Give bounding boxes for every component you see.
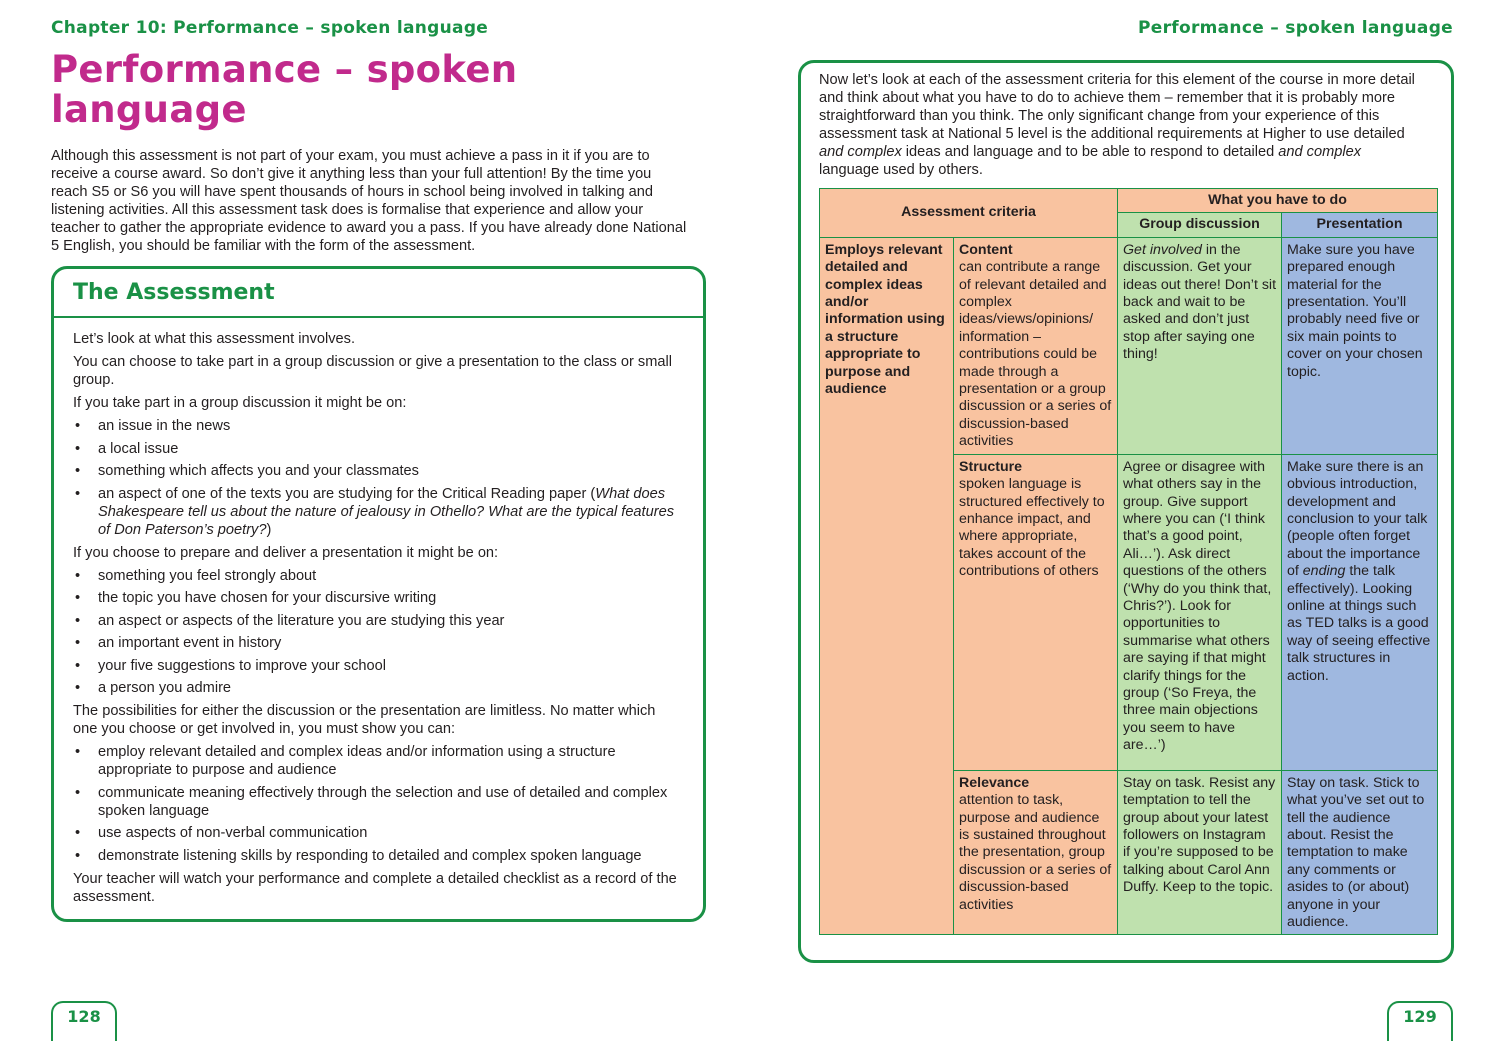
list-item: • something which affects you and your classmates bbox=[73, 462, 683, 480]
page-title: Performance – spoken language bbox=[51, 48, 518, 131]
criteria-box bbox=[798, 60, 1454, 963]
list-item: • your five suggestions to improve your school bbox=[73, 657, 683, 675]
subcriterion-title: Structure bbox=[959, 458, 1023, 475]
list-item: • communicate meaning effectively through the selection and use of detailed and complex spoken language bbox=[73, 784, 683, 820]
table-row bbox=[820, 237, 1438, 454]
presentation-cell: Make sure you have prepared enough material for the presentation. You’ll probably need five or six main points to cover on your chosen topic. bbox=[1282, 237, 1438, 454]
list-item: • use aspects of non-verbal communication bbox=[73, 824, 683, 842]
paragraph: Your teacher will watch your performance and complete a detailed checklist as a record of the assessment. bbox=[73, 870, 677, 905]
discussion-topics-list bbox=[73, 417, 683, 539]
list-item-text: ) bbox=[266, 521, 272, 538]
page-number: 128 bbox=[51, 1001, 117, 1041]
page-number: 129 bbox=[1387, 1001, 1453, 1041]
paragraph: If you take part in a group discussion it might be on: bbox=[73, 395, 407, 411]
intro-paragraph: Although this assessment is not part of your exam, you must achieve a pass in it if you are to receive a course award. So don’t give it anything less than your full attention! By the time you reach S5 or S6 you will have spent thousands of hours in school being involved in talking and listening activities. All this assessment task does is formalise that experience and allow your teacher to gather the appropriate evidence to award you a pass. If you have already done National 5 English, you should be familiar with the form of the assessment. bbox=[51, 148, 687, 254]
assessment-box bbox=[51, 266, 706, 922]
running-head: Chapter 10: Performance – spoken language bbox=[51, 18, 489, 38]
paragraph: If you choose to prepare and deliver a presentation it might be on: bbox=[73, 544, 499, 561]
header-what-you-have-to-do: What you have to do bbox=[1118, 189, 1438, 213]
right-page bbox=[750, 0, 1500, 1041]
cell-text: Make sure there is an obvious introduction, development and conclusion to your talk (people often forget about the importance of bbox=[1287, 458, 1428, 580]
cell-text: the talk effectively). Looking online at things such as TED talks is a good way of seeing effective talk structures in action. bbox=[1287, 563, 1431, 684]
italic-text: and complex bbox=[819, 144, 902, 160]
list-item-text: an aspect of one of the texts you are studying for the Critical Reading paper ( bbox=[98, 485, 596, 502]
list-item: • a person you admire bbox=[73, 679, 683, 697]
header-group-discussion: Group discussion bbox=[1118, 213, 1282, 237]
group-discussion-cell: Stay on task. Resist any temptation to tell the group about your latest followers on Instagram if you’re supposed to be talking about Carol Ann Duffy. Keep to the topic. bbox=[1118, 770, 1282, 935]
list-item: • an aspect or aspects of the literature you are studying this year bbox=[73, 612, 683, 630]
group-discussion-cell bbox=[1118, 237, 1282, 454]
text: ideas and language and to be able to respond to detailed bbox=[901, 144, 1279, 160]
italic-text: Get involved bbox=[1123, 241, 1202, 258]
subcriterion-text: attention to task, purpose and audience is sustained throughout the presentation, group discussion or a series of discussion-based activities bbox=[959, 792, 1112, 913]
group-discussion-cell: Agree or disagree with what others say in the group. Give support where you can (‘I think that’s a good point, Ali…’). Ask direct questions of the others (‘Why do you think that, Chris?’). Look for opportunities to summarise what others are saying if that might clarify things for the group (‘So Freya, the three main objections you seem to have are…’) bbox=[1118, 454, 1282, 770]
presentation-topics-list bbox=[73, 567, 683, 698]
box-heading: The Assessment bbox=[54, 269, 703, 318]
italic-text: ending bbox=[1302, 563, 1346, 580]
list-item: • an important event in history bbox=[73, 634, 683, 652]
subcriterion-text: can contribute a range of relevant detailed and complex ideas/views/opinions/ information – contributions could be made through a presentation or a group discussion or a series of discussion-based activities bbox=[959, 259, 1112, 450]
criteria-table bbox=[819, 188, 1438, 935]
list-item: • the topic you have chosen for your discursive writing bbox=[73, 589, 683, 607]
subcriterion-cell bbox=[954, 770, 1118, 935]
subcriterion-cell bbox=[954, 237, 1118, 454]
subcriterion-text: spoken language is structured effectively to enhance impact, and where appropriate, takes account of the contributions of others bbox=[959, 476, 1105, 580]
subcriterion-title: Content bbox=[959, 241, 1013, 258]
presentation-cell bbox=[1282, 454, 1438, 770]
cell-text: in the discussion. Get your ideas out there! Don’t sit back and wait to be asked and don’t just stop after saying one thing! bbox=[1123, 241, 1277, 363]
paragraph: You can choose to take part in a group discussion or give a presentation to the class or small group. bbox=[73, 354, 672, 388]
text: language used by others. bbox=[819, 162, 983, 178]
header-presentation: Presentation bbox=[1282, 213, 1438, 237]
main-criterion-text: Employs relevant detailed and complex ideas and/or information using a structure appropriate to purpose and audience bbox=[825, 241, 945, 398]
box-body bbox=[54, 318, 703, 906]
list-item bbox=[73, 485, 683, 539]
subcriterion-cell bbox=[954, 454, 1118, 770]
skills-list bbox=[73, 743, 683, 865]
main-criterion-cell bbox=[820, 237, 954, 935]
presentation-cell: Stay on task. Stick to what you’ve set out to tell the audience about. Resist the temptation to make any comments or asides to (or about) anyone in your audience. bbox=[1282, 770, 1438, 935]
list-item: • an issue in the news bbox=[73, 417, 683, 435]
running-head: Performance – spoken language bbox=[1138, 18, 1453, 38]
list-item-italic-text: What does Shakespeare tell us about the nature of jealousy in Othello? What are the typical features of Don Paterson’s poetry? bbox=[98, 485, 674, 538]
subcriterion-title: Relevance bbox=[959, 774, 1030, 791]
text: Now let’s look at each of the assessment criteria for this element of the course in more detail and think about what you have to do to achieve them – remember that it is probably more straightforward than you think. The only significant change from your experience of this assessment task at National 5 level is the additional requirements at Higher to use detailed bbox=[819, 72, 1415, 142]
list-item: • demonstrate listening skills by responding to detailed and complex spoken language bbox=[73, 847, 683, 865]
header-assessment-criteria: Assessment criteria bbox=[820, 189, 1118, 238]
list-item: • a local issue bbox=[73, 440, 683, 458]
table-header-row bbox=[820, 189, 1438, 213]
paragraph: Let’s look at what this assessment involves. bbox=[73, 331, 356, 347]
italic-text: and complex bbox=[1278, 144, 1361, 160]
intro-paragraph bbox=[819, 71, 1419, 179]
list-item: • employ relevant detailed and complex ideas and/or information using a structure appropriate to purpose and audience bbox=[73, 743, 683, 779]
paragraph: The possibilities for either the discussion or the presentation are limitless. No matter which one you choose or get involved in, you must show you can: bbox=[73, 703, 656, 737]
list-item: • something you feel strongly about bbox=[73, 567, 683, 585]
